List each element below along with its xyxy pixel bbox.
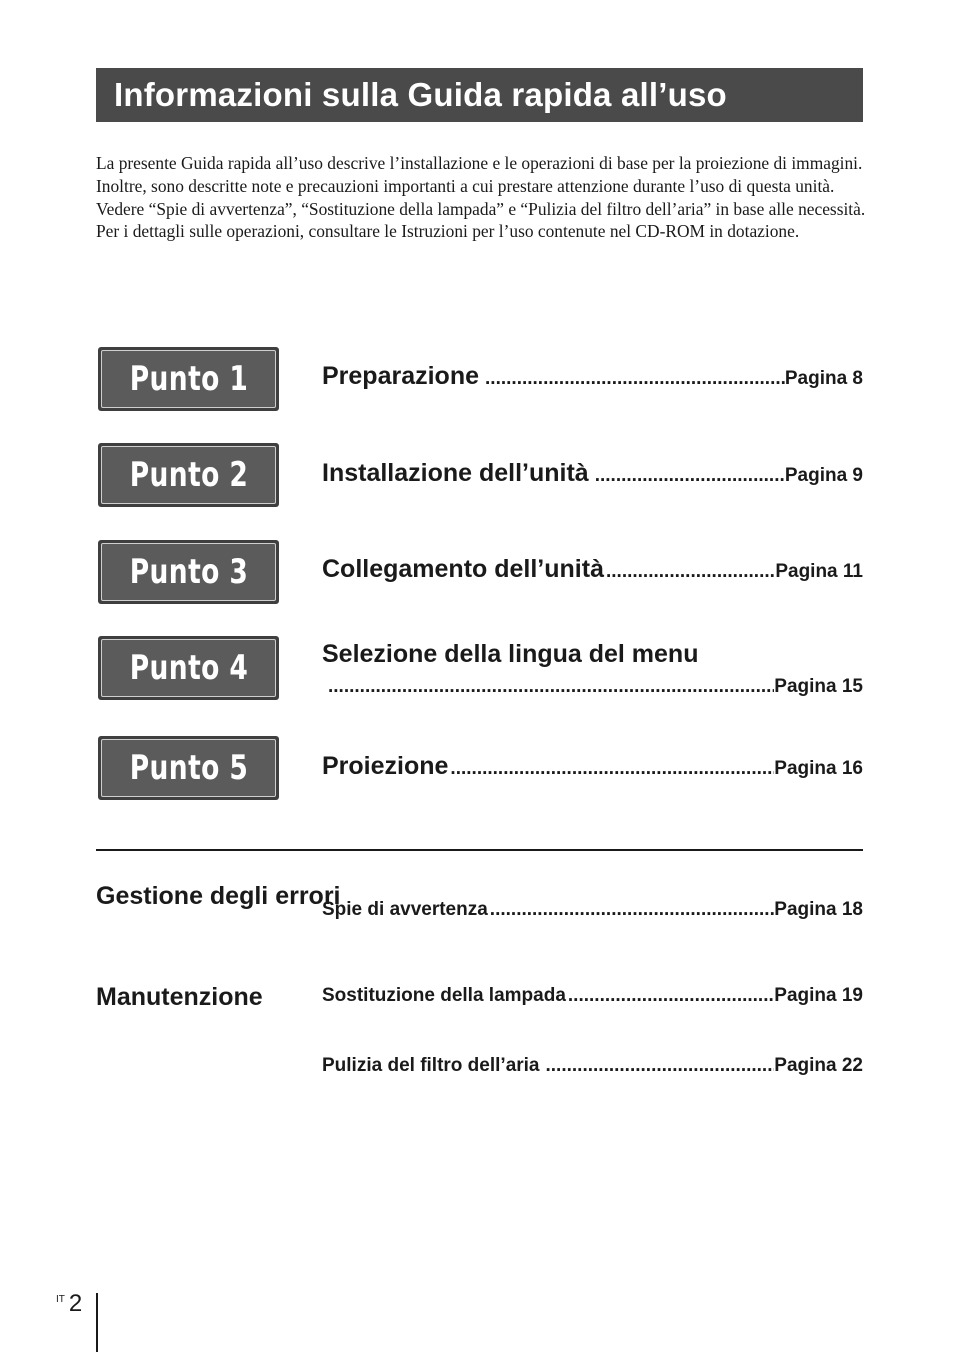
- toc-entry-page: Pagina 22: [774, 1055, 863, 1076]
- toc-entry-title: Spie di avvertenza: [322, 899, 488, 920]
- toc-entry-title: Sostituzione della lampada: [322, 985, 566, 1006]
- footer-vertical-rule: [96, 1293, 98, 1352]
- section-label-errors: Gestione degli errori: [96, 882, 341, 910]
- leader-dots: [568, 985, 774, 1007]
- leader-dots: [328, 676, 774, 698]
- page-footer: [56, 1290, 82, 1318]
- toc-entry-title: Collegamento dell’unità: [322, 555, 604, 583]
- step-badge-label: Punto 4: [129, 648, 248, 688]
- intro-paragraph: Vedere “Spie di avvertenza”, “Sostituzione della lampada” e “Pulizia del filtro dell’aria” in base alle necessità.: [96, 198, 866, 219]
- step-badge-2: [98, 443, 279, 507]
- toc-entry-page: Pagina 18: [774, 899, 863, 920]
- leader-dots: [490, 899, 774, 921]
- language-code: IT: [56, 1294, 65, 1305]
- toc-entry-step-2[interactable]: [322, 459, 863, 488]
- step-badge-3: [98, 540, 279, 604]
- step-badge-frame: [101, 446, 276, 504]
- step-badge-label: Punto 2: [129, 455, 248, 495]
- toc-entry-step-4-page-line[interactable]: [328, 676, 863, 698]
- step-badge-1: [98, 347, 279, 411]
- step-badge-frame: [101, 350, 276, 408]
- toc-entry-air-filter[interactable]: [322, 1055, 863, 1077]
- leader-dots: [595, 465, 785, 487]
- toc-entry-page: Pagina 11: [775, 561, 863, 582]
- step-badge-5: [98, 736, 279, 800]
- toc-entry-step-4-title[interactable]: Selezione della lingua del menu: [322, 640, 699, 668]
- toc-entry-page: Pagina 19: [774, 985, 863, 1006]
- toc-entry-page: Pagina 8: [784, 368, 863, 389]
- toc-entry-page: Pagina 9: [784, 465, 863, 486]
- toc-entry-page: Pagina 15: [774, 676, 863, 697]
- toc-entry-warning-lights[interactable]: [322, 899, 863, 921]
- intro-text: [96, 152, 866, 243]
- intro-paragraph: La presente Guida rapida all’uso descrive l’installazione e le operazioni di base per la proiezione di immagini. Inoltre, sono descritte note e precauzioni importanti a cui prestare attenzione durante l’uso di questa unità.: [96, 153, 863, 196]
- page-title-bar: [96, 68, 863, 122]
- page-number: 2: [68, 1290, 83, 1317]
- toc-entry-step-3[interactable]: [322, 555, 863, 584]
- toc-entry-title: Preparazione: [322, 362, 480, 390]
- toc-entry-title: Pulizia del filtro dell’aria: [322, 1055, 540, 1076]
- step-badge-label: Punto 1: [129, 359, 248, 399]
- toc-entry-step-1[interactable]: [322, 362, 863, 391]
- toc-entry-lamp-replacement[interactable]: [322, 985, 863, 1007]
- step-badge-label: Punto 3: [129, 552, 248, 592]
- page-title: Informazioni sulla Guida rapida all’uso: [114, 76, 727, 113]
- step-badge-label: Punto 5: [129, 748, 248, 788]
- toc-entry-page: Pagina 16: [774, 758, 863, 779]
- leader-dots: [450, 758, 774, 780]
- step-badge-4: [98, 636, 279, 700]
- toc-entry-title: Installazione dell’unità: [322, 459, 589, 487]
- step-badge-frame: [101, 739, 276, 797]
- toc-entry-title: Proiezione: [322, 752, 449, 780]
- leader-dots: [546, 1055, 775, 1077]
- section-label-maintenance: Manutenzione: [96, 983, 263, 1011]
- step-badge-frame: [101, 639, 276, 697]
- intro-paragraph: Per i dettagli sulle operazioni, consultare le Istruzioni per l’uso contenute nel CD-ROM in dotazione.: [96, 221, 800, 242]
- leader-dots: [485, 368, 785, 390]
- leader-dots: [606, 561, 775, 583]
- section-divider: [96, 849, 863, 851]
- step-badge-frame: [101, 543, 276, 601]
- toc-entry-step-5[interactable]: [322, 752, 863, 781]
